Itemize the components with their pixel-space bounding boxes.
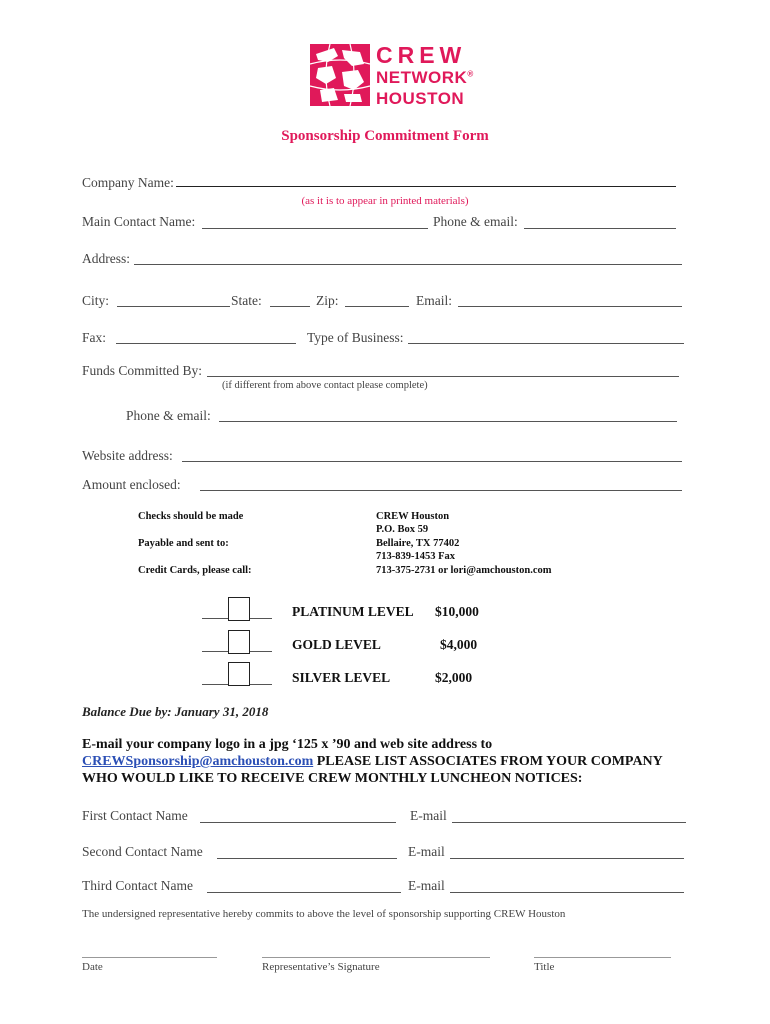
gold-level-label: GOLD LEVEL — [292, 637, 381, 652]
third-contact-field[interactable] — [207, 892, 401, 893]
title-field[interactable] — [534, 957, 671, 958]
second-contact-field[interactable] — [217, 858, 397, 859]
email-field[interactable] — [458, 306, 682, 307]
payment-right-3: Bellaire, TX 77402 — [376, 538, 460, 549]
platinum-level-amount: $10,000 — [435, 604, 479, 619]
funds-committed-label: Funds Committed By: — [82, 363, 203, 378]
signature-field[interactable] — [262, 957, 490, 958]
globe-icon — [308, 42, 372, 108]
type-of-business-field[interactable] — [408, 343, 684, 344]
gold-checkbox[interactable] — [228, 630, 250, 654]
instructions-line3: WHO WOULD LIKE TO RECEIVE CREW MONTHLY LUNCHEON NOTICES: — [82, 771, 583, 786]
zip-field[interactable] — [345, 306, 409, 307]
payment-right-2: P.O. Box 59 — [376, 524, 429, 535]
type-of-business-label: Type of Business: — [307, 330, 404, 345]
payment-left-2: Payable and sent to: — [138, 538, 229, 549]
first-contact-label: First Contact Name — [82, 808, 188, 823]
undersigned-statement: The undersigned representative hereby commits to above the level of sponsorship supporting CREW Houston — [82, 908, 566, 920]
third-contact-email-field[interactable] — [450, 892, 684, 893]
phone-email-field[interactable] — [524, 228, 676, 229]
main-contact-label: Main Contact Name: — [82, 214, 196, 229]
city-field[interactable] — [117, 306, 230, 307]
signature-label: Representative’s Signature — [262, 961, 380, 973]
crew-logo — [308, 42, 488, 112]
company-name-note: (as it is to appear in printed materials) — [301, 195, 469, 207]
email-label: Email: — [416, 293, 452, 308]
phone-email-label: Phone & email: — [433, 214, 518, 229]
second-contact-email-field[interactable] — [450, 858, 684, 859]
gold-level-amount: $4,000 — [440, 637, 478, 652]
website-label: Website address: — [82, 448, 173, 463]
main-contact-field[interactable] — [202, 228, 428, 229]
company-name-label: Company Name: — [82, 175, 174, 190]
first-contact-email-label: E-mail — [410, 808, 447, 823]
logo-crew-text: CREW — [376, 42, 467, 68]
form-title: Sponsorship Commitment Form — [281, 128, 489, 144]
second-contact-email-label: E-mail — [408, 844, 445, 859]
platinum-checkbox[interactable] — [228, 597, 250, 621]
zip-label: Zip: — [316, 293, 339, 308]
fax-field[interactable] — [116, 343, 296, 344]
sponsorship-email-link[interactable]: CREWSponsorship@amchouston.com — [82, 754, 314, 769]
third-contact-email-label: E-mail — [408, 878, 445, 893]
first-contact-email-field[interactable] — [452, 822, 686, 823]
instructions-line2 — [82, 754, 663, 770]
logo-network-text — [376, 68, 474, 88]
amount-enclosed-label: Amount enclosed: — [82, 477, 181, 492]
payment-right-4: 713-839-1453 Fax — [376, 551, 456, 562]
amount-enclosed-field[interactable] — [200, 490, 682, 491]
logo-network-word: NETWORK — [376, 68, 468, 87]
silver-level-amount: $2,000 — [435, 670, 473, 685]
company-name-field[interactable] — [176, 186, 676, 187]
instructions-line1: E-mail your company logo in a jpg ‘125 x ’90 and web site address to — [82, 737, 493, 752]
date-label: Date — [82, 961, 103, 973]
logo-houston-text: HOUSTON — [376, 89, 465, 108]
state-field[interactable] — [270, 306, 310, 307]
payment-left-3: Credit Cards, please call: — [138, 565, 252, 576]
first-contact-field[interactable] — [200, 822, 396, 823]
address-field[interactable] — [134, 264, 682, 265]
fax-label: Fax: — [82, 330, 107, 345]
balance-due: Balance Due by: January 31, 2018 — [82, 704, 269, 719]
city-label: City: — [82, 293, 110, 308]
third-contact-label: Third Contact Name — [82, 878, 193, 893]
state-label: State: — [231, 293, 262, 308]
funds-committed-field[interactable] — [207, 376, 679, 377]
address-label: Address: — [82, 251, 130, 266]
payment-left-1: Checks should be made — [138, 511, 244, 522]
date-field[interactable] — [82, 957, 217, 958]
funds-phone-email-label: Phone & email: — [126, 408, 211, 423]
website-field[interactable] — [182, 461, 682, 462]
funds-phone-email-field[interactable] — [219, 421, 677, 422]
payment-right-1: CREW Houston — [376, 511, 450, 522]
platinum-level-label: PLATINUM LEVEL — [292, 604, 414, 619]
silver-level-label: SILVER LEVEL — [292, 670, 391, 685]
payment-right-5: 713-375-2731 or lori@amchouston.com — [376, 565, 552, 576]
instructions-line2-rest: PLEASE LIST ASSOCIATES FROM YOUR COMPANY — [313, 754, 663, 769]
registered-mark: ® — [467, 69, 474, 79]
silver-checkbox[interactable] — [228, 662, 250, 686]
title-label: Title — [534, 961, 555, 973]
funds-committed-note: (if different from above contact please complete) — [222, 380, 428, 391]
second-contact-label: Second Contact Name — [82, 844, 203, 859]
